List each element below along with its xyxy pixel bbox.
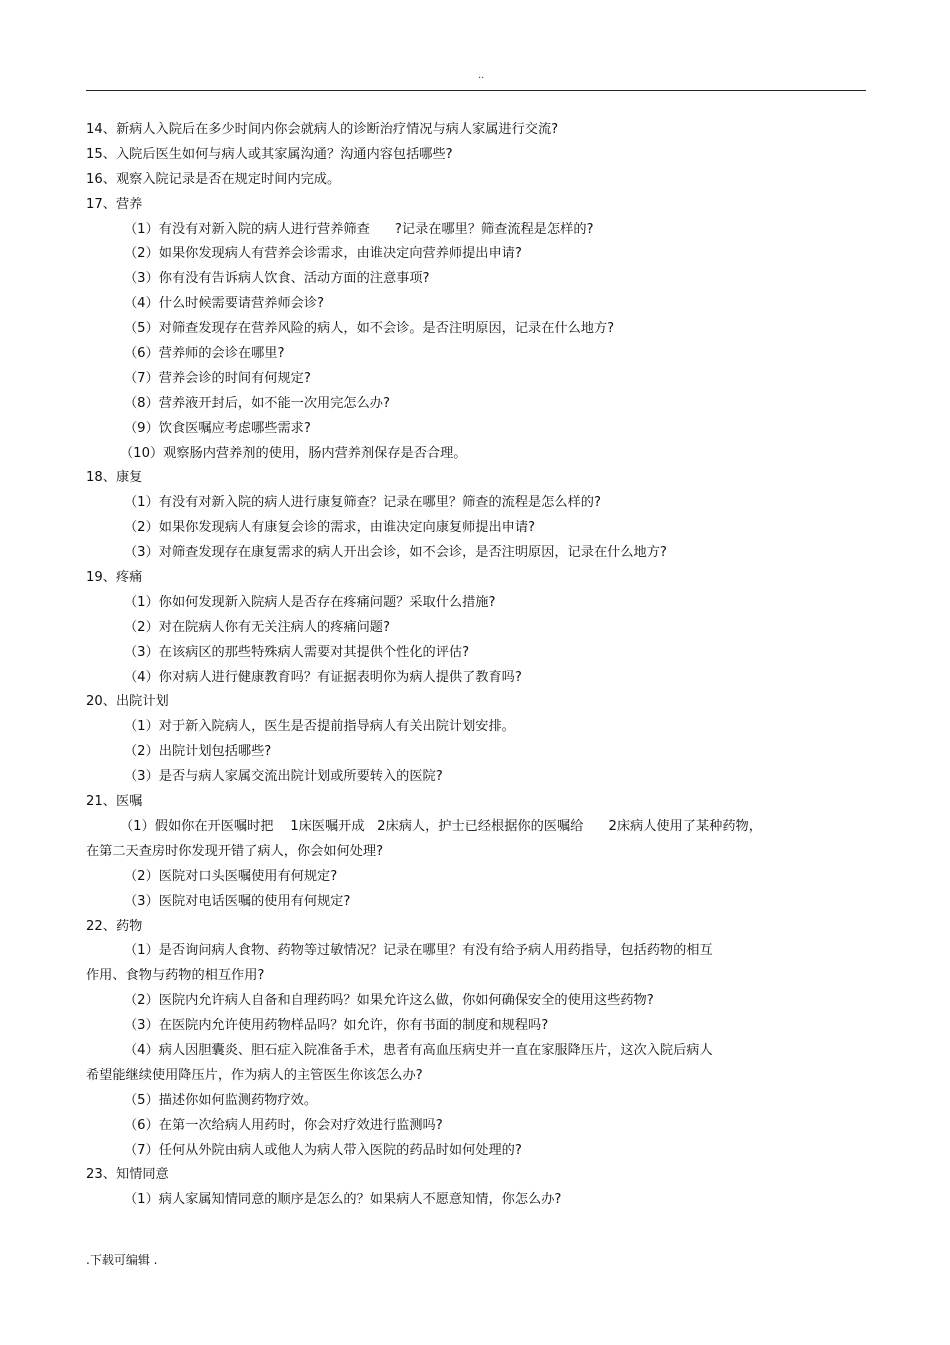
sub-question-line: （2）如果你发现病人有营养会诊需求，由谁决定向营养师提出申请? bbox=[124, 246, 522, 262]
sub-question-line: （8）营养液开封后，如不能一次用完怎么办? bbox=[124, 395, 390, 411]
sub-question-line: （2）医院对口头医嘱使用有何规定? bbox=[124, 868, 338, 884]
section-line: 22、药物 bbox=[86, 918, 143, 934]
sub-question-line: （4）你对病人进行健康教育吗？有证据表明你为病人提供了教育吗? bbox=[124, 669, 522, 685]
sub-question-line: （7）营养会诊的时间有何规定? bbox=[124, 370, 311, 386]
sub-question-line: （10）观察肠内营养剂的使用，肠内营养剂保存是否合理。 bbox=[120, 445, 467, 461]
sub-question-line: （6）在第一次给病人用药时，你会对疗效进行监测吗? bbox=[124, 1117, 443, 1133]
sub-question-line: （1）对于新入院病人，医生是否提前指导病人有关出院计划安排。 bbox=[124, 719, 515, 735]
sub-question-line: （2）医院内允许病人自备和自理药吗？如果允许这么做，你如何确保安全的使用这些药物? bbox=[124, 993, 654, 1009]
sub-question-line: （4）什么时候需要请营养师会诊? bbox=[124, 296, 325, 312]
section-line: 作用、食物与药物的相互作用? bbox=[86, 968, 265, 984]
sub-question-line: （3）在该病区的那些特殊病人需要对其提供个性化的评估? bbox=[124, 644, 470, 660]
sub-question-line: （7）任何从外院由病人或他人为病人带入医院的药品时如何处理的? bbox=[124, 1142, 522, 1158]
sub-question-line: （4）病人因胆囊炎、胆石症入院准备手术，患者有高血压病史并一直在家服降压片，这次入院后病人 bbox=[124, 1042, 713, 1058]
document-body bbox=[86, 118, 866, 1213]
section-line: 23、知情同意 bbox=[86, 1167, 169, 1183]
section-line: 17、营养 bbox=[86, 196, 143, 212]
sub-question-line: （3）是否与病人家属交流出院计划或所要转入的医院? bbox=[124, 769, 443, 785]
sub-question-line: （2）出院计划包括哪些? bbox=[124, 744, 272, 760]
header-rule bbox=[86, 90, 866, 91]
sub-question-line: （3）你有没有告诉病人饮食、活动方面的注意事项? bbox=[124, 271, 430, 287]
sub-question-line: （9）饮食医嘱应考虑哪些需求? bbox=[124, 420, 311, 436]
sub-question-line: （1）假如你在开医嘱时把 1床医嘱开成 2床病人，护士已经根据你的医嘱给 2床病人使用了某种药物， bbox=[120, 818, 762, 834]
footer-note: .下载可编辑 . bbox=[86, 1253, 158, 1267]
sub-question-line: （5）描述你如何监测药物疗效。 bbox=[124, 1092, 318, 1108]
sub-question-line: （1）你如何发现新入院病人是否存在疼痛问题？采取什么措施? bbox=[124, 594, 496, 610]
section-line: 在第二天查房时你发现开错了病人，你会如何处理? bbox=[86, 843, 384, 859]
section-line: 20、出院计划 bbox=[86, 694, 169, 710]
sub-question-line: （1）病人家属知情同意的顺序是怎么的？如果病人不愿意知情，你怎么办? bbox=[124, 1192, 562, 1208]
sub-question-line: （3）对筛查发现存在康复需求的病人开出会诊，如不会诊，是否注明原因，记录在什么地方? bbox=[124, 545, 667, 561]
section-line: 15、入院后医生如何与病人或其家属沟通？沟通内容包括哪些? bbox=[86, 146, 453, 162]
sub-question-line: （3）医院对电话医嘱的使用有何规定? bbox=[124, 893, 351, 909]
sub-question-line: （2）如果你发现病人有康复会诊的需求，由谁决定向康复师提出申请? bbox=[124, 520, 536, 536]
sub-question-line: （2）对在院病人你有无关注病人的疼痛问题? bbox=[124, 619, 390, 635]
section-line: 希望能继续使用降压片，作为病人的主管医生你该怎么办? bbox=[86, 1067, 423, 1083]
section-line: 14、新病人入院后在多少时间内你会就病人的诊断治疗情况与病人家属进行交流? bbox=[86, 122, 559, 137]
section-line: 16、观察入院记录是否在规定时间内完成。 bbox=[86, 171, 341, 187]
section-line: 21、医嘱 bbox=[86, 794, 143, 810]
header-mark: .. bbox=[478, 70, 485, 81]
sub-question-line: （3）在医院内允许使用药物样品吗？如允许，你有书面的制度和规程吗? bbox=[124, 1018, 549, 1034]
sub-question-line: （1）有没有对新入院的病人进行康复筛查？记录在哪里？筛查的流程是怎么样的? bbox=[124, 495, 601, 511]
sub-question-line: （5）对筛查发现存在营养风险的病人，如不会诊。是否注明原因，记录在什么地方? bbox=[124, 321, 615, 337]
sub-question-line: （1）是否询问病人食物、药物等过敏情况？记录在哪里？有没有给予病人用药指导，包括药物的相互 bbox=[124, 943, 713, 959]
sub-question-line: （1）有没有对新入院的病人进行营养筛查 ?记录在哪里？筛查流程是怎样的? bbox=[124, 221, 594, 237]
sub-question-line: （6）营养师的会诊在哪里? bbox=[124, 346, 285, 362]
section-line: 19、疼痛 bbox=[86, 570, 143, 586]
section-line: 18、康复 bbox=[86, 470, 143, 486]
